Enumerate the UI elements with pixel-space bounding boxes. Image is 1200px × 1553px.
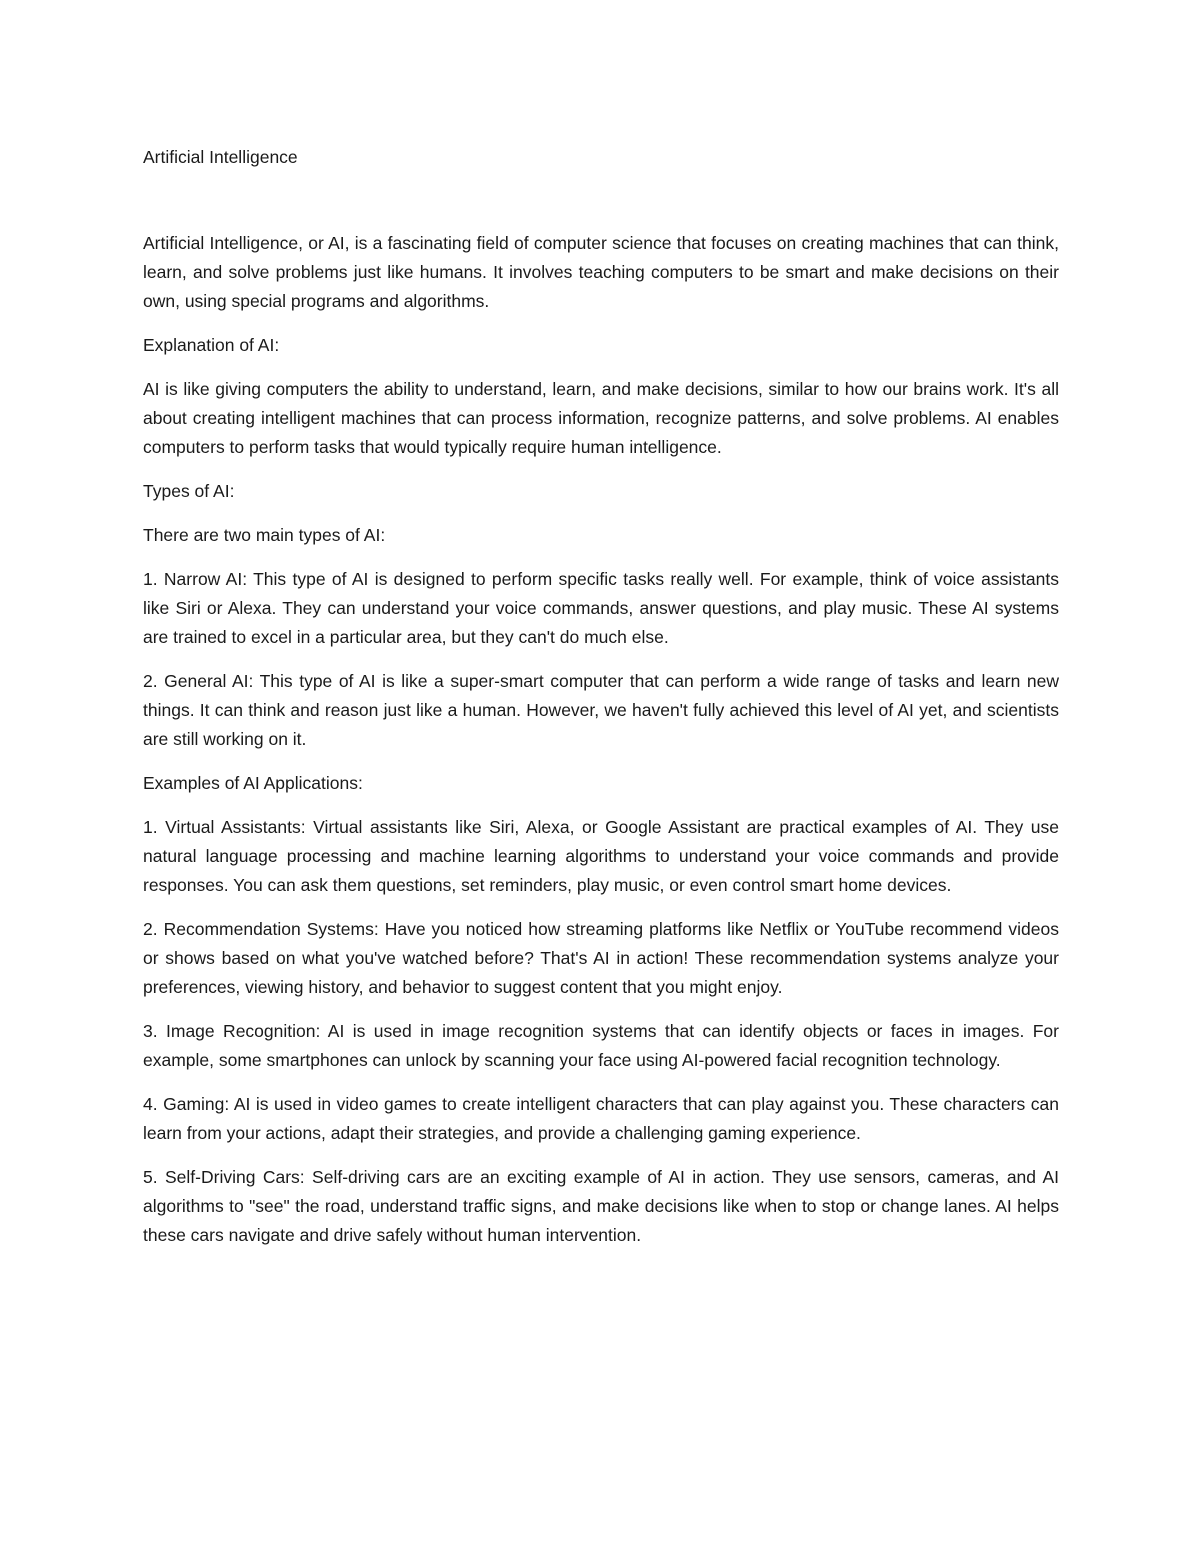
explanation-heading: Explanation of AI: [143, 335, 280, 355]
intro-paragraph: Artificial Intelligence, or AI, is a fascinating field of computer science that focuses on creating machines that can think, learn, and solve problems just like humans. It involves teaching computers to be smart and make decisions on their own, using special programs and algorithms. [143, 233, 1059, 311]
type-item-general-ai: 2. General AI: This type of AI is like a super-smart computer that can perform a wide range of tasks and learn new things. It can think and reason just like a human. However, we haven't fully achieved this level of AI yet, and scientists are still working on it. [143, 671, 1059, 749]
type-item-narrow-ai: 1. Narrow AI: This type of AI is designed to perform specific tasks really well. For example, think of voice assistants like Siri or Alexa. They can understand your voice commands, answer questions, and play music. These AI systems are trained to excel in a particular area, but they can't do much else. [143, 569, 1059, 647]
document-title: Artificial Intelligence [143, 147, 298, 167]
example-item-recommendation-systems: 2. Recommendation Systems: Have you noticed how streaming platforms like Netflix or YouTube recommend videos or shows based on what you've watched before? That's AI in action! These recommendation systems analyze your preferences, viewing history, and behavior to suggest content that you might enjoy. [143, 919, 1059, 997]
example-item-self-driving-cars: 5. Self-Driving Cars: Self-driving cars are an exciting example of AI in action. They use sensors, cameras, and AI algorithms to "see" the road, understand traffic signs, and make decisions like when to stop or change lanes. AI helps these cars navigate and drive safely without human intervention. [143, 1167, 1059, 1245]
document-body [143, 143, 1059, 1265]
example-item-image-recognition: 3. Image Recognition: AI is used in image recognition systems that can identify objects or faces in images. For example, some smartphones can unlock by scanning your face using AI-powered facial recognition technology. [143, 1021, 1059, 1070]
explanation-paragraph: AI is like giving computers the ability to understand, learn, and make decisions, similar to how our brains work. It's all about creating intelligent machines that can process information, recognize patterns, and solve problems. AI enables computers to perform tasks that would typically require human intelligence. [143, 379, 1059, 457]
example-item-virtual-assistants: 1. Virtual Assistants: Virtual assistants like Siri, Alexa, or Google Assistant are practical examples of AI. They use natural language processing and machine learning algorithms to understand your voice commands and provide responses. You can ask them questions, set reminders, play music, or even control smart home devices. [143, 817, 1059, 895]
example-item-gaming: 4. Gaming: AI is used in video games to create intelligent characters that can play against you. These characters can learn from your actions, adapt their strategies, and provide a challenging gaming experience. [143, 1094, 1059, 1143]
types-heading: Types of AI: [143, 481, 235, 501]
examples-heading: Examples of AI Applications: [143, 773, 363, 793]
types-intro: There are two main types of AI: [143, 525, 386, 545]
